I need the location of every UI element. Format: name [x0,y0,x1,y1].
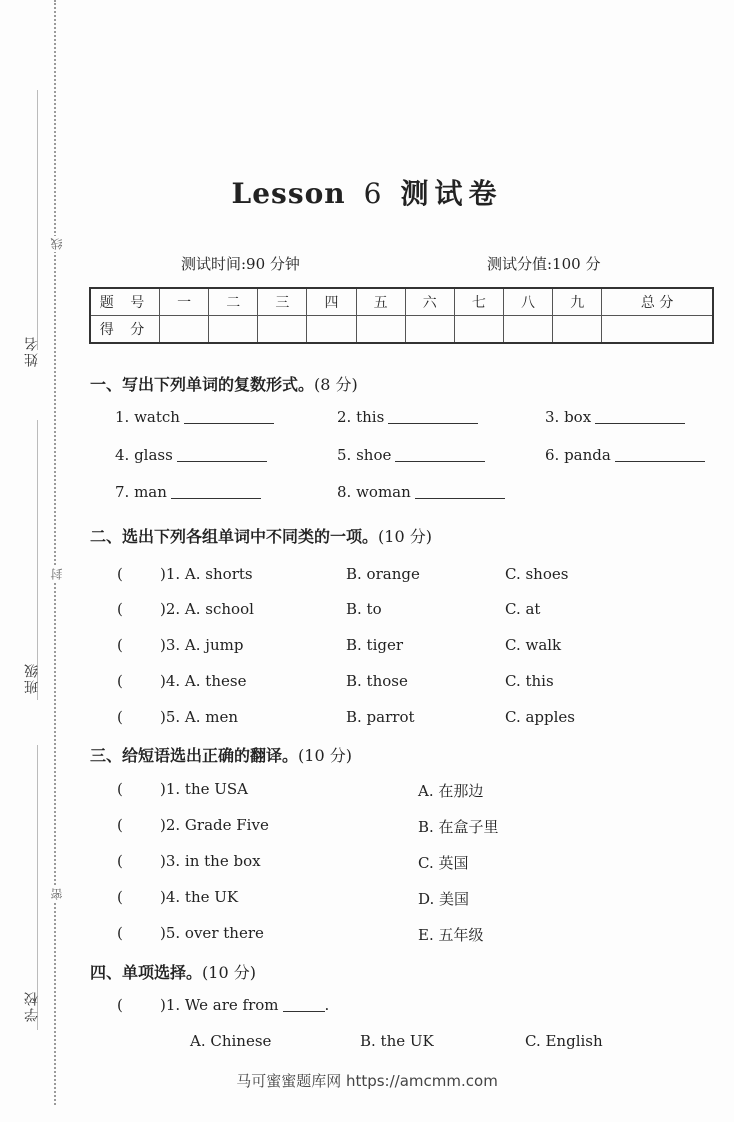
seal-char-line: 线 [50,238,64,250]
score-col-9: 九 [553,288,602,316]
odd-one-q4: )4. A. these [160,672,247,690]
odd-one-q2: )2. A. school [160,600,254,618]
answer-blank[interactable] [171,497,261,499]
answer-paren[interactable]: ( [117,852,123,870]
answer-blank[interactable] [283,1010,325,1012]
section-2-points: (10 分) [378,527,432,546]
score-cell [454,316,503,344]
score-table-score-row [90,316,713,344]
odd-one-q1: )1. A. shorts [160,565,253,583]
plural-item-7 [115,483,261,501]
section-3-points: (10 分) [298,746,352,765]
score-cell [356,316,405,344]
plural-word: 1. watch [115,408,180,426]
section-3-title [90,743,352,766]
test-time: 测试时间:90 分钟 [181,255,300,273]
answer-paren[interactable]: ( [117,636,123,654]
score-col-6: 六 [405,288,454,316]
score-col-4: 四 [307,288,356,316]
plural-word: 6. panda [545,446,611,464]
plural-word: 2. this [337,408,385,426]
score-cell [553,316,602,344]
plural-item-6 [545,446,705,464]
answer-paren[interactable]: ( [117,672,123,690]
score-table-score-head: 得 分 [90,316,160,344]
score-cell [307,316,356,344]
section-4-points: (10 分) [202,963,256,982]
test-score: 测试分值:100 分 [487,255,601,273]
odd-one-q4-b: B. those [346,672,408,690]
section-1-title [90,372,358,395]
phrase-q1: )1. the USA [160,780,249,798]
name-line [37,90,38,350]
section-1-points: (8 分) [314,375,358,394]
answer-blank[interactable] [595,422,685,424]
answer-blank[interactable] [415,497,505,499]
title-cn: 测试卷 [400,177,503,210]
answer-paren[interactable]: ( [117,888,123,906]
odd-one-q5: )5. A. men [160,708,239,726]
translation-option-a: A. 在那边 [418,782,484,800]
score-col-8: 八 [503,288,552,316]
score-col-2: 二 [209,288,258,316]
phrase-q3: )3. in the box [160,852,261,870]
plural-item-2 [337,408,478,426]
page-title [0,172,734,212]
odd-one-q4-c: C. this [505,672,554,690]
odd-one-q1-b: B. orange [346,565,420,583]
translation-option-c: C. 英国 [418,854,469,872]
answer-blank[interactable] [395,460,485,462]
section-2-title [90,524,432,547]
plural-word: 3. box [545,408,592,426]
odd-one-q2-c: C. at [505,600,541,618]
choice-q1-end: . [324,996,330,1014]
score-cell [602,316,713,344]
score-table [89,287,714,344]
score-col-1: 一 [160,288,209,316]
section-2-heading: 二、选出下列各组单词中不同类的一项。 [90,527,379,546]
score-table-row-head: 题 号 [90,288,160,316]
plural-word: 8. woman [337,483,411,501]
plural-item-5 [337,446,485,464]
odd-one-q2-b: B. to [346,600,382,618]
answer-paren[interactable]: ( [117,600,123,618]
class-label: 班级 [24,662,40,694]
score-cell [258,316,307,344]
plural-item-3 [545,408,685,426]
answer-paren[interactable]: ( [117,816,123,834]
plural-word: 7. man [115,483,167,501]
choice-option-a: A. Chinese [190,1032,272,1050]
odd-one-q1-c: C. shoes [505,565,569,583]
phrase-q4: )4. the UK [160,888,239,906]
section-3-heading: 三、给短语选出正确的翻译。 [90,746,299,765]
answer-paren[interactable]: ( [117,708,123,726]
answer-blank[interactable] [184,422,274,424]
score-cell [503,316,552,344]
binding-dotted-line [54,0,56,1105]
phrase-q2: )2. Grade Five [160,816,269,834]
answer-paren[interactable]: ( [117,565,123,583]
score-table-header-row [90,288,713,316]
section-4-title [90,960,256,983]
answer-paren[interactable]: ( [117,996,123,1014]
plural-item-4 [115,446,267,464]
translation-option-b: B. 在盒子里 [418,818,499,836]
school-label: 学校 [24,990,40,1022]
seal-char-seal: 封 [50,568,64,580]
odd-one-q5-c: C. apples [505,708,575,726]
section-1-heading: 一、写出下列单词的复数形式。 [90,375,315,394]
score-col-3: 三 [258,288,307,316]
seal-char-secret: 密 [50,888,64,900]
plural-item-1 [115,408,274,426]
choice-option-c: C. English [525,1032,603,1050]
translation-option-e: E. 五年级 [418,926,484,944]
plural-word: 5. shoe [337,446,392,464]
phrase-q5: )5. over there [160,924,264,942]
score-col-total: 总 分 [602,288,713,316]
odd-one-q5-b: B. parrot [346,708,415,726]
score-cell [405,316,454,344]
choice-option-b: B. the UK [360,1032,434,1050]
choice-q1-stem: )1. We are from [160,996,279,1014]
odd-one-q3-b: B. tiger [346,636,404,654]
score-col-7: 七 [454,288,503,316]
plural-item-8 [337,483,505,501]
score-cell [160,316,209,344]
name-label: 姓名 [24,335,40,367]
translation-option-d: D. 美国 [418,890,470,908]
answer-blank[interactable] [177,460,267,462]
plural-word: 4. glass [115,446,173,464]
score-col-5: 五 [356,288,405,316]
odd-one-q3: )3. A. jump [160,636,244,654]
footer-watermark: 马可蜜蜜题库网 https://amcmm.com [236,1072,498,1090]
title-number: 6 [363,177,383,210]
answer-blank[interactable] [388,422,478,424]
score-cell [209,316,258,344]
answer-paren[interactable]: ( [117,780,123,798]
odd-one-q3-c: C. walk [505,636,562,654]
section-4-heading: 四、单项选择。 [90,963,203,982]
title-lesson: Lesson [231,177,346,210]
choice-q1 [160,996,329,1014]
answer-blank[interactable] [615,460,705,462]
school-line [37,745,38,1030]
answer-paren[interactable]: ( [117,924,123,942]
class-line [37,420,38,700]
